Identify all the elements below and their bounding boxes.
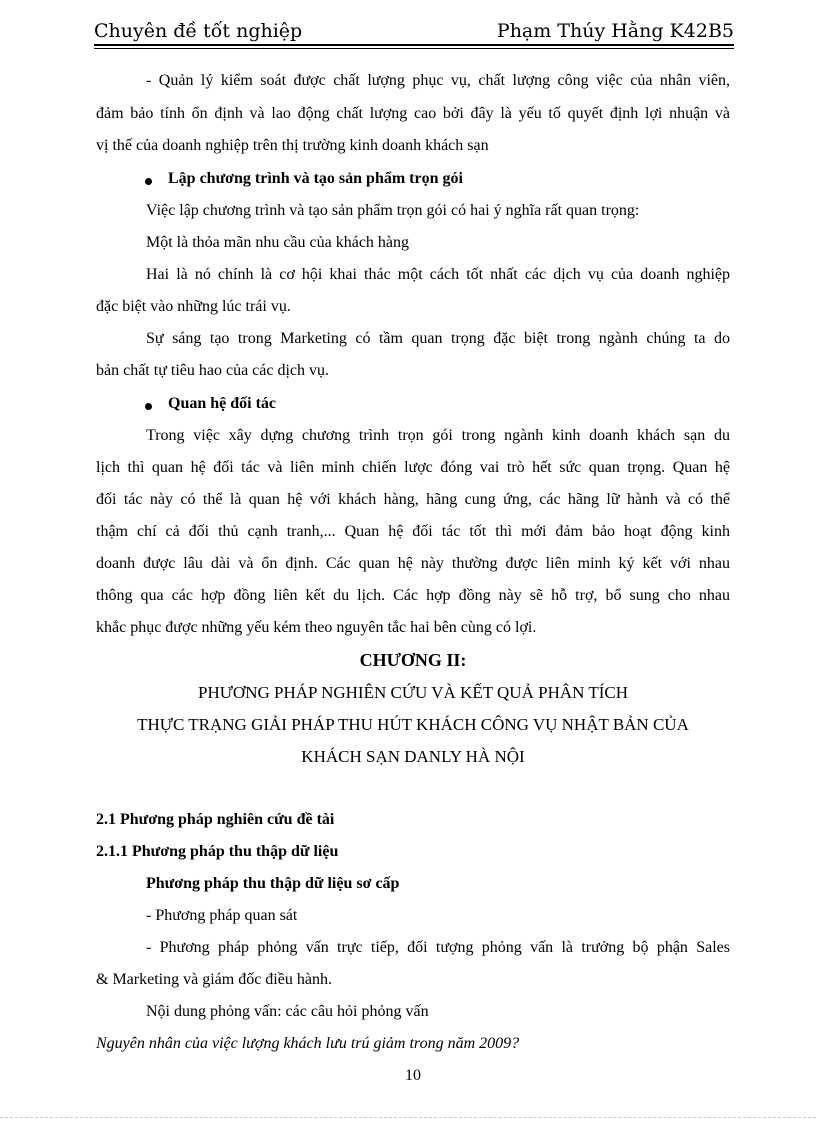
list-item: - Phương pháp phỏng vấn trực tiếp, đối tượng phỏng vấn là trưởng bộ phận Sales xyxy=(146,939,730,956)
section-heading: 2.1 Phương pháp nghiên cứu đề tài xyxy=(96,811,335,828)
paragraph-line: đặc biệt vào những lúc trái vụ. xyxy=(96,298,291,315)
paragraph-line: doanh được lâu dài và ổn định. Các quan hệ này thường được liên minh ký kết với nhau xyxy=(96,555,730,572)
bullet-icon xyxy=(145,403,152,410)
paragraph-line: thậm chí cả đối thủ cạnh tranh,... Quan hệ đối tác tốt thì mới đảm bảo hoạt động kinh xyxy=(96,523,730,540)
paragraph-line: bản chất tự tiêu hao của các dịch vụ. xyxy=(96,362,330,379)
interview-question: Nguyên nhân của việc lượng khách lưu trú giảm trong năm 2009? xyxy=(96,1035,520,1052)
subsubsection-heading: Phương pháp thu thập dữ liệu sơ cấp xyxy=(146,875,400,892)
chapter-heading: CHƯƠNG II: xyxy=(359,650,467,670)
paragraph-line: khắc phục được những yếu kém theo nguyên tắc hai bên cùng có lợi. xyxy=(96,619,537,636)
paragraph-line: đối tác này có thể là quan hệ với khách hàng, hãng cung ứng, các hãng lữ hành và có thể xyxy=(96,491,730,508)
paragraph-line: Sự sáng tạo trong Marketing có tầm quan trọng đặc biệt trong ngành chúng ta do xyxy=(146,330,730,347)
subsection-heading: 2.1.1 Phương pháp thu thập dữ liệu xyxy=(96,843,339,860)
header-document-title: Chuyên đề tốt nghiệp xyxy=(94,20,303,42)
paragraph-line: Hai là nó chính là cơ hội khai thác một cách tốt nhất các dịch vụ của doanh nghiệp xyxy=(146,266,730,283)
header-rule xyxy=(94,44,734,46)
paragraph-line: lịch thì quan hệ đối tác và liên minh chiến lược đóng vai trò hết sức quan trọng. Quan hệ xyxy=(96,459,730,476)
list-item: & Marketing và giám đốc điều hành. xyxy=(96,971,332,988)
header-rule-thin xyxy=(94,48,734,49)
list-item: - Phương pháp quan sát xyxy=(146,907,298,924)
bullet-heading: Lập chương trình và tạo sản phẩm trọn gói xyxy=(168,170,463,187)
paragraph-line: Một là thỏa mãn nhu cầu của khách hàng xyxy=(146,234,410,251)
chapter-title-line: KHÁCH SẠN DANLY HÀ NỘI xyxy=(301,747,525,766)
page-edge-divider xyxy=(0,1117,816,1118)
paragraph-line: Nội dung phỏng vấn: các câu hỏi phỏng vấn xyxy=(146,1003,429,1020)
paragraph-line: Việc lập chương trình và tạo sản phẩm trọn gói có hai ý nghĩa rất quan trọng: xyxy=(146,202,640,219)
chapter-title-line: PHƯƠNG PHÁP NGHIÊN CỨU VÀ KẾT QUẢ PHÂN TÍCH xyxy=(198,683,628,702)
paragraph-line: thông qua các hợp đồng liên kết du lịch. Các hợp đồng này sẽ hỗ trợ, bổ sung cho nhau xyxy=(96,587,730,604)
header-author: Phạm Thúy Hằng K42B5 xyxy=(496,20,734,42)
bullet-icon xyxy=(145,178,152,185)
paragraph-line: - Quản lý kiểm soát được chất lượng phục vụ, chất lượng công việc của nhân viên, xyxy=(146,72,730,89)
paragraph-line: đảm bảo tính ổn định và lao động chất lượng cao bởi đây là yếu tố quyết định lợi nhuận và xyxy=(96,105,730,122)
bullet-heading: Quan hệ đối tác xyxy=(168,395,277,412)
chapter-title-line: THỰC TRẠNG GIẢI PHÁP THU HÚT KHÁCH CÔNG VỤ NHẬT BẢN CỦA xyxy=(137,715,689,734)
paragraph-line: vị thế của doanh nghiệp trên thị trường kinh doanh khách sạn xyxy=(96,137,489,154)
page-number: 10 xyxy=(405,1067,421,1084)
page-header xyxy=(94,14,734,44)
paragraph-line: Trong việc xây dựng chương trình trọn gói trong ngành kinh doanh khách sạn du xyxy=(146,427,730,444)
